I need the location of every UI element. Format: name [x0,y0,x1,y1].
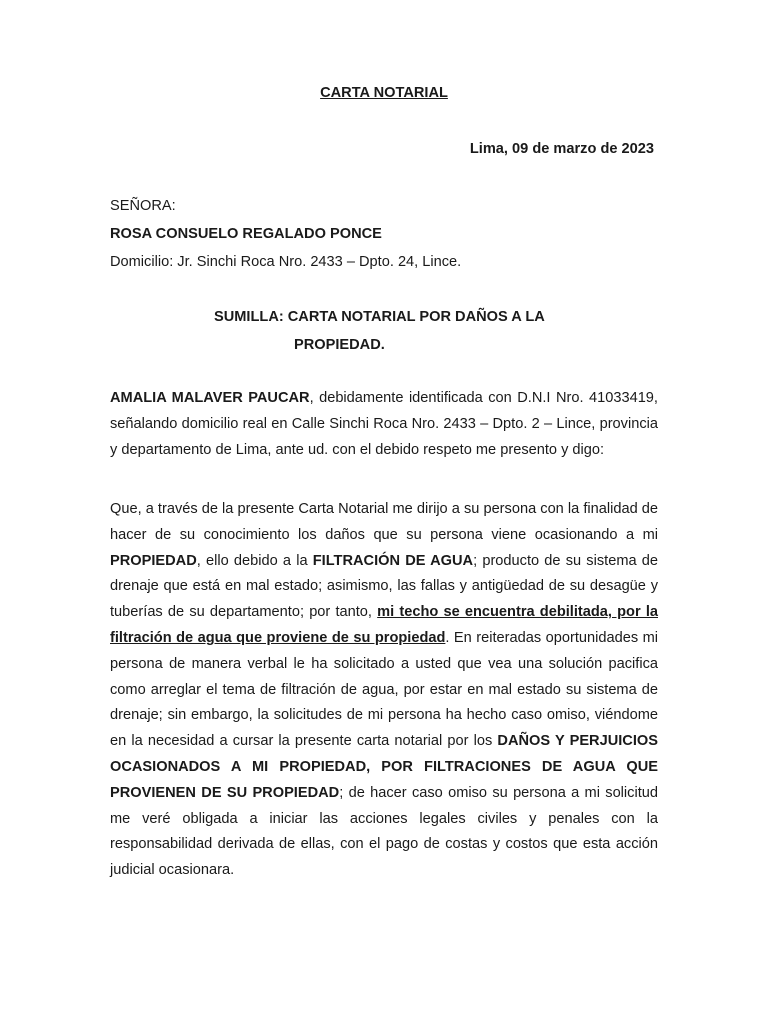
body-text-3: ; producto de su sistema de drenaje que está en mal estado; asimismo, las fallas y antigüedad de su desagüe y tuberías de su departamento; por tanto, [110,552,658,621]
body-paragraph [110,497,658,884]
body-bold-danos: DAÑOS Y PERJUICIOS OCASIONADOS A MI PROPIEDAD, POR FILTRACIONES DE AGUA QUE PROVIENEN DE SU PROPIEDAD [110,733,658,801]
document-title: CARTA NOTARIAL [320,85,448,101]
sumilla [110,307,658,363]
intro-text: , debidamente identificada con D.N.I Nro. 41033419, señalando domicilio real en Calle Sinchi Roca Nro. 2433 – Dpto. 2 – Lince, provincia y departamento de Lima, ante ud. con el debido respeto me presento y digo: [110,390,658,458]
date-line: Lima, 09 de marzo de 2023 [469,141,654,157]
addressee-domicile: Domicilio: Jr. Sinchi Roca Nro. 2433 – Dpto. 24, Lince. [110,254,462,270]
sumilla-line-2: PROPIEDAD. [294,337,385,353]
body-text-5: ; de hacer caso omiso su persona a mi solicitud me veré obligada a iniciar las acciones legales civiles y penales con la responsabilidad derivada de ellas, con el pago de costas y costos que esta acción judicial ocasionara. [110,784,658,879]
sender-name: AMALIA MALAVER PAUCAR [110,390,310,406]
body-bold-underlined-claim: mi techo se encuentra debilitada, por la filtración de agua que proviene de su propiedad [110,604,658,646]
body-text-2: , ello debido a la [196,552,313,569]
body-bold-propiedad: PROPIEDAD [110,552,197,569]
sumilla-line-1: SUMILLA: CARTA NOTARIAL POR DAÑOS A LA [214,309,545,325]
body-text-4: . En reiteradas oportunidades mi persona de manera verbal le ha solicitado a usted que vea una solución pacifica como arreglar el tema de filtración de agua, por estar en mal estado su sistema de drenaje; sin embargo, la solicitudes de mi persona ha hecho caso omiso, viéndome en la necesidad a cursar la presente carta notarial por los [110,629,658,750]
intro-paragraph [110,386,658,463]
addressee-name: ROSA CONSUELO REGALADO PONCE [110,226,382,242]
body-text-1: Que, a través de la presente Carta Notarial me dirijo a su persona con la finalidad de hacer de su conocimiento los daños que su persona viene ocasionando a mi [110,501,658,543]
addressee-block [110,196,658,280]
salutation: SEÑORA: [110,198,176,214]
body-bold-filtracion: FILTRACIÓN DE AGUA [312,552,474,569]
